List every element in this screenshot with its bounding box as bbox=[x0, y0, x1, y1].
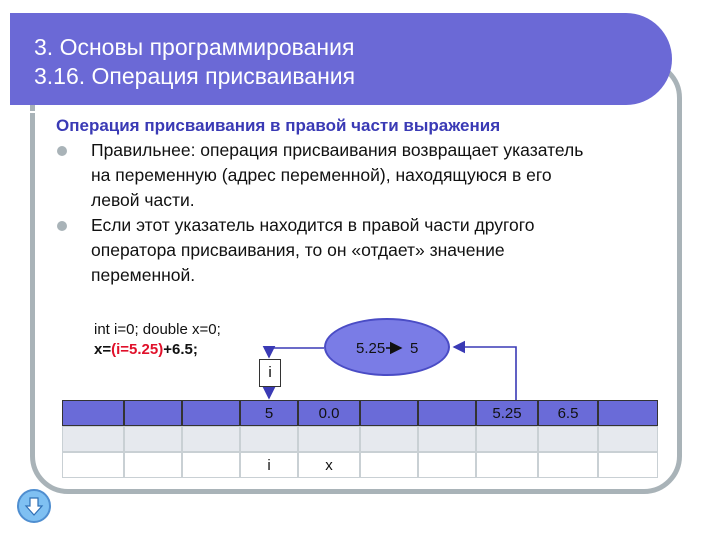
bullet-1-line-1: Правильнее: операция присваивания возвращает указатель bbox=[91, 140, 584, 160]
bullet-2-line-3: переменной. bbox=[91, 265, 196, 285]
memory-name-cell: i bbox=[240, 452, 298, 478]
nav-down-button[interactable] bbox=[17, 489, 51, 523]
bullet-2-line-2: оператора присваивания, то он «отдает» значение bbox=[91, 240, 505, 260]
code-lhs: x= bbox=[94, 341, 112, 358]
code-inner-assignment: (i=5.25) bbox=[111, 341, 164, 358]
memory-value-cell: 0.0 bbox=[298, 400, 360, 426]
bullet-1-line-3: левой части. bbox=[91, 190, 195, 210]
slide-subtitle: Операция присваивания в правой части выражения bbox=[56, 116, 501, 135]
arrow-from-result-icon bbox=[454, 347, 516, 400]
code-line-1: int i=0; double x=0; bbox=[94, 321, 221, 338]
memory-value-cell: 5.25 bbox=[476, 400, 538, 426]
bullet-2-line-1: Если этот указатель находится в правой части другого bbox=[91, 215, 535, 235]
memory-value-cell: 6.5 bbox=[538, 400, 598, 426]
code-tail: +6.5; bbox=[163, 341, 198, 358]
pointer-box: i bbox=[259, 359, 281, 387]
memory-value-cell: 5 bbox=[240, 400, 298, 426]
title-line-1: 3. Основы программирования bbox=[34, 34, 355, 60]
memory-name-cell: x bbox=[298, 452, 360, 478]
oval-value-double: 5.25 bbox=[356, 340, 386, 357]
bullet-1-line-2: на переменную (адрес переменной), находящуюся в его bbox=[91, 165, 552, 185]
title-line-2: 3.16. Операция присваивания bbox=[34, 63, 356, 89]
arrow-to-pointer-icon bbox=[269, 348, 324, 357]
down-arrow-icon bbox=[19, 491, 49, 521]
oval-value-int: 5 bbox=[410, 340, 419, 357]
